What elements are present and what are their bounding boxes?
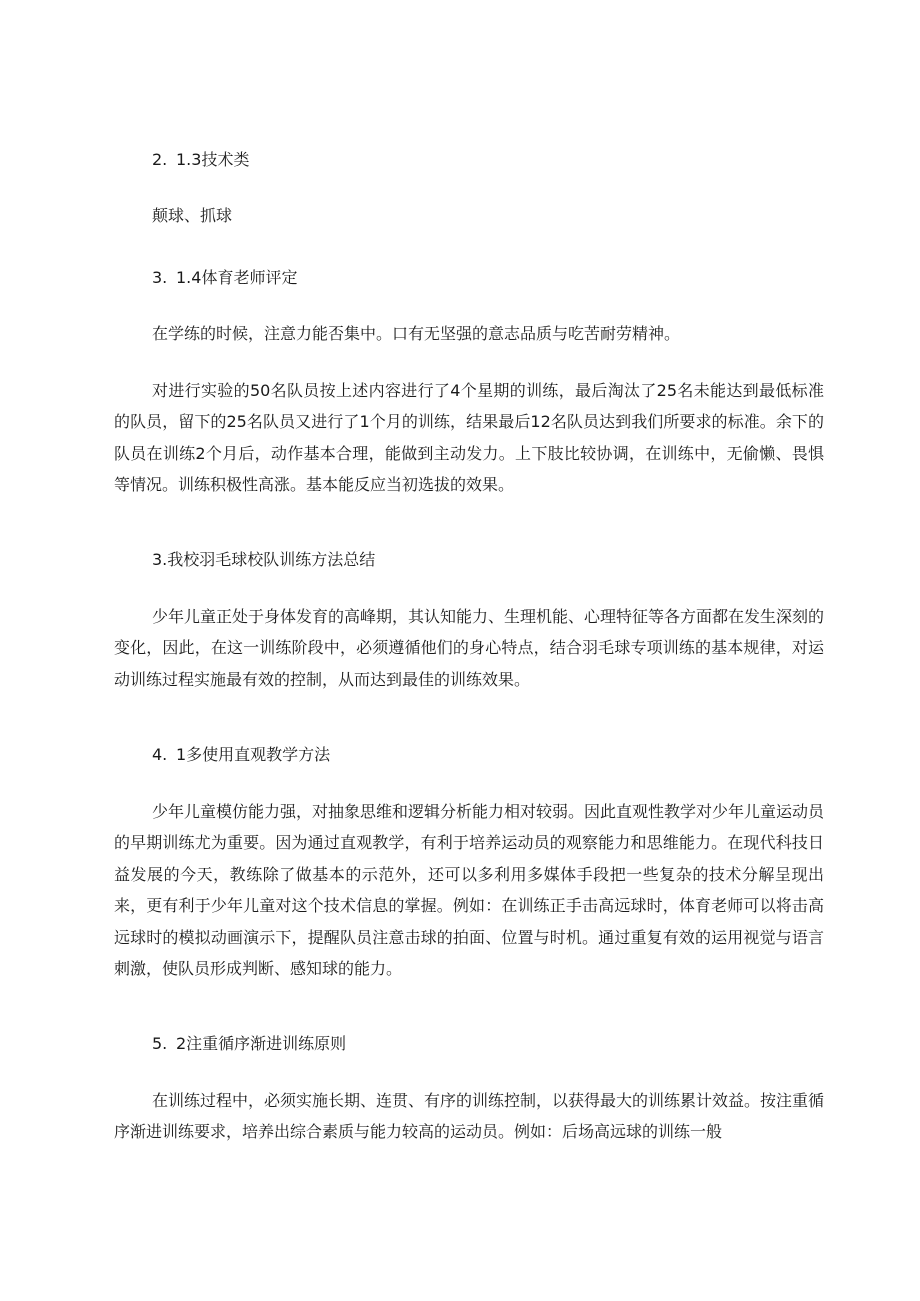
heading-title: 2注重循序渐进训练原则 [176, 1034, 347, 1053]
heading-4 [152, 745, 330, 765]
heading-title: 1多使用直观教学方法 [176, 745, 331, 764]
heading-5 [152, 1034, 346, 1054]
heading-1-3 [152, 150, 249, 170]
text-1-4: 在学练的时候，注意力能否集中。口有无坚强的意志品质与吃苦耐劳精神。 [152, 324, 681, 343]
heading-3: 3.我校羽毛球校队训练方法总结 [152, 550, 376, 569]
paragraph-4: 少年儿童模仿能力强，对抽象思维和逻辑分析能力相对较弱。因此直观性教学对少年儿童运动员的早期训练尤为重要。因为通过直观教学，有利于培养运动员的观察能力和思维能力。在现代科技日益发展的今天，教练除了做基本的示范外，还可以多利用多媒体手段把一些复杂的技术分解呈现出来，更有利于少年儿童对这个技术信息的掌握。例如：在训练正手击高远球时，体育老师可以将击高远球时的模拟动画演示下，提醒队员注意击球的拍面、位置与时机。通过重复有效的运用视觉与语言刺激，使队员形成判断、感知球的能力。 [114, 802, 825, 979]
heading-number: 4. [152, 745, 168, 764]
heading-1-4 [152, 268, 297, 288]
heading-number: 2. [152, 150, 168, 169]
heading-number: 5. [152, 1034, 168, 1053]
paragraph-results: 对进行实验的50名队员按上述内容进行了4个星期的训练，最后淘汰了25名未能达到最低标准的队员，留下的25名队员又进行了1个月的训练，结果最后12名队员达到我们所要求的标准。余下的队员在训练2个月后，动作基本合理，能做到主动发力。上下肢比较协调，在训练中，无偷懒、畏惧等情况。训练积极性高涨。基本能反应当初选拔的效果。 [114, 381, 824, 495]
paragraph-5: 在训练过程中，必须实施长期、连贯、有序的训练控制，以获得最大的训练累计效益。按注重循序渐进训练要求，培养出综合素质与能力较高的运动员。例如：后场高远球的训练一般 [114, 1091, 825, 1142]
paragraph-3: 少年儿童正处于身体发育的高峰期，其认知能力、生理机能、心理特征等各方面都在发生深刻的变化，因此，在这一训练阶段中，必须遵循他们的身心特点，结合羽毛球专项训练的基本规律，对运动训练过程实施最有效的控制，从而达到最佳的训练效果。 [114, 607, 825, 689]
text-1-3: 颠球、抓球 [152, 206, 233, 225]
heading-number: 3. [152, 268, 168, 287]
heading-title: 1.3技术类 [176, 150, 250, 169]
heading-title: 1.4体育老师评定 [176, 268, 298, 287]
